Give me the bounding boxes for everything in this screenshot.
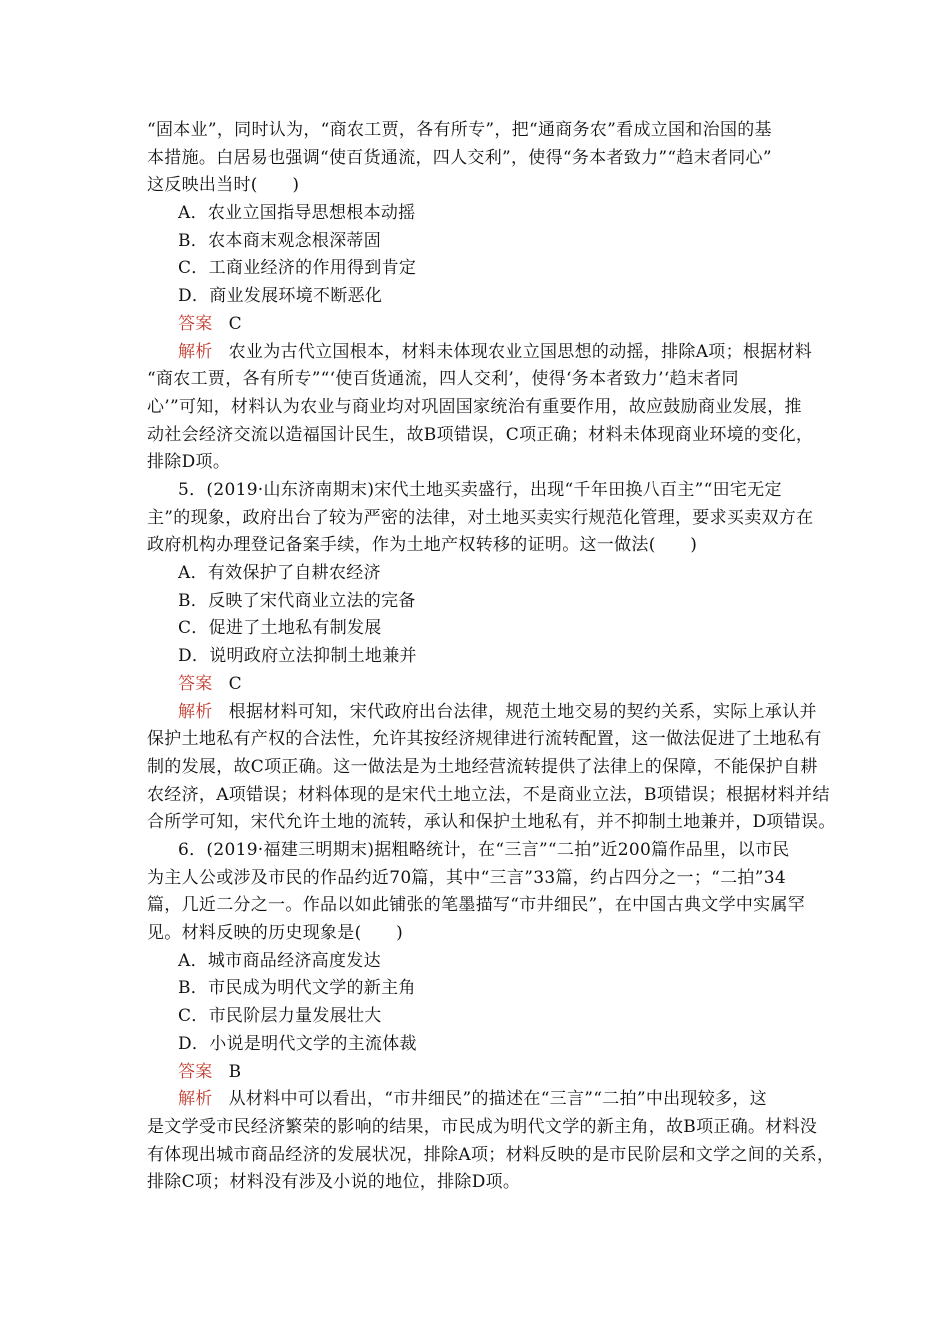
q6-answer xyxy=(147,1059,807,1087)
q6-stem-line: 为主人公或涉及市民的作品约近70篇，其中“三言”33篇，约占四分之一；“二拍”34 xyxy=(147,867,786,888)
answer-label: 答案 xyxy=(178,1061,213,1082)
q6-analysis-line: 是文学受市民经济繁荣的影响的结果，市民成为明代文学的新主角，故B项正确。材料没 xyxy=(147,1116,818,1137)
analysis-text: 从材料中可以看出，“市井细民”的描述在“三言”“二拍”中出现较多，这 xyxy=(228,1089,767,1110)
question-4 xyxy=(147,117,814,477)
answer-value: B xyxy=(228,1061,242,1082)
analysis-label: 解析 xyxy=(178,701,213,722)
q5-analysis-line: 保护土地私有产权的合法性，允许其按经济规律进行流转配置，这一做法促进了土地私有 xyxy=(147,729,822,750)
q4-option-c: C．工商业经济的作用得到肯定 xyxy=(178,258,417,279)
q4-analysis-line: 心’”可知，材料认为农业与商业均对巩固国家统治有重要作用，故应鼓励商业发展，推 xyxy=(147,396,802,417)
answer-label: 答案 xyxy=(178,673,213,694)
answer-label: 答案 xyxy=(178,313,213,334)
q6-option-a: A．城市商品经济高度发达 xyxy=(178,950,381,971)
q4-stem-line: “固本业”，同时认为，“商农工贾，各有所专”，把“通商务农”看成立国和治国的基 xyxy=(147,120,772,140)
q4-analysis-line: 动社会经济交流以造福国计民生，故B项错误，C项正确；材料未体现商业环境的变化， xyxy=(147,424,814,445)
q4-answer xyxy=(147,311,807,339)
q5-stem-line: 政府机构办理登记备案手续，作为土地产权转移的证明。这一做法( ) xyxy=(147,535,698,556)
q4-stem-line: 这反映出当时( ) xyxy=(147,175,300,196)
analysis-text: 农业为古代立国根本，材料未体现农业立国思想的动摇，排除A项；根据材料 xyxy=(228,341,813,362)
q5-option-d: D．说明政府立法抑制土地兼并 xyxy=(178,646,417,667)
q4-analysis-line xyxy=(147,339,813,367)
q5-stem-line: 5．(2019·山东济南期末)宋代土地买卖盛行，出现“千年田换八百主”“田宅无定 xyxy=(178,480,782,500)
answer-value: C xyxy=(228,673,242,694)
q5-answer xyxy=(147,671,807,699)
q6-option-c: C．市民阶层力量发展壮大 xyxy=(178,1006,382,1027)
question-5 xyxy=(147,477,836,837)
q6-analysis-line: 排除C项；材料没有涉及小说的地位，排除D项。 xyxy=(147,1172,521,1193)
q4-analysis-line: “商农工贾，各有所专”“‘使百货通流，四人交利’，使得‘务本者致力’‘趋末者同 xyxy=(147,369,739,390)
q6-analysis-line xyxy=(147,1086,807,1114)
q5-analysis-line: 农经济，A项错误；材料体现的是宋代土地立法，不是商业立法，B项错误；根据材料并结 xyxy=(147,784,830,805)
analysis-label: 解析 xyxy=(178,1089,213,1110)
q6-stem-line: 6．(2019·福建三明期末)据粗略统计，在“三言”“二拍”近200篇作品里，以市民 xyxy=(178,840,790,860)
q5-option-c: C．促进了土地私有制发展 xyxy=(178,618,382,639)
q6-option-d: D．小说是明代文学的主流体裁 xyxy=(178,1033,417,1054)
q4-analysis-line: 排除D项。 xyxy=(147,452,231,473)
q5-stem-line: 主”的现象，政府出台了较为严密的法律，对土地买卖实行规范化管理，要求买卖双方在 xyxy=(147,507,814,528)
q6-analysis-line: 有体现出城市商品经济的发展状况，排除A项；材料反映的是市民阶层和文学之间的关系， xyxy=(147,1144,835,1165)
q4-option-a: A．农业立国指导思想根本动摇 xyxy=(178,203,416,224)
q4-option-b: B．农本商末观念根深蒂固 xyxy=(178,230,382,251)
q5-analysis-line: 制的发展，故C项正确。这一做法是为土地经营流转提供了法律上的保障，不能保护自耕 xyxy=(147,756,818,777)
q5-analysis-line xyxy=(147,699,817,727)
q4-option-d: D．商业发展环境不断恶化 xyxy=(178,286,383,307)
q6-option-b: B．市民成为明代文学的新主角 xyxy=(178,978,416,999)
question-6 xyxy=(147,837,835,1197)
q5-option-a: A．有效保护了自耕农经济 xyxy=(178,563,381,584)
q4-stem-line: 本措施。白居易也强调“使百货通流，四人交利”，使得“务本者致力”“趋末者同心” xyxy=(147,147,772,168)
analysis-text: 根据材料可知，宋代政府出台法律，规范土地交易的契约关系，实际上承认并 xyxy=(228,701,817,722)
analysis-label: 解析 xyxy=(178,341,213,362)
q5-option-b: B．反映了宋代商业立法的完备 xyxy=(178,590,416,611)
answer-value: C xyxy=(228,313,242,334)
q6-stem-line: 篇，几近二分之一。作品以如此铺张的笔墨描写“市井细民”，在中国古典文学中实属罕 xyxy=(147,895,806,916)
q5-analysis-line: 合所学可知，宋代允许土地的流转，承认和保护土地私有，并不抑制土地兼并，D项错误。 xyxy=(147,812,836,833)
q6-stem-line: 见。材料反映的历史现象是( ) xyxy=(147,923,404,944)
